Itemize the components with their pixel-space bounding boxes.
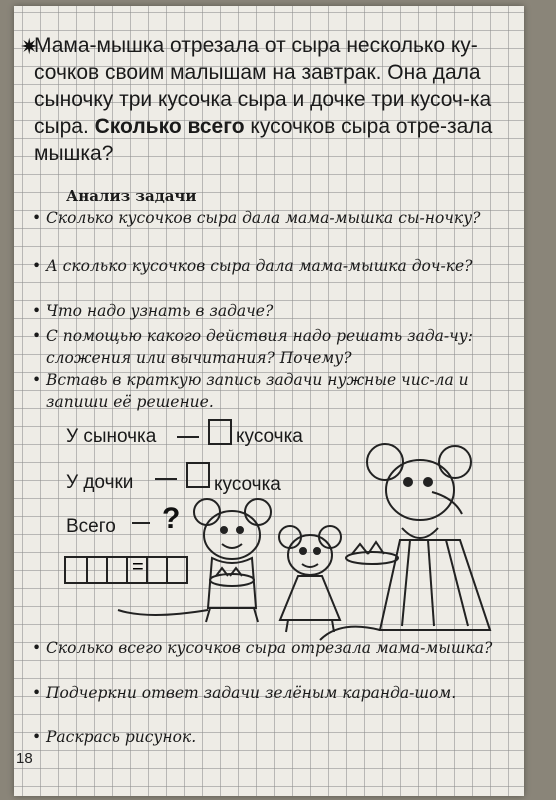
mice-illustration <box>110 430 530 645</box>
question-4-text: С помощью какого действия надо решать зада-чу: сложения или вычитания? Почему? <box>46 327 474 367</box>
daughter-mouse-icon <box>279 526 341 632</box>
question-4 <box>32 325 516 369</box>
total-question-mark: ? <box>162 502 181 535</box>
task-text <box>34 32 522 167</box>
son-label: У сыночка <box>66 426 157 447</box>
total-label: Всего <box>66 516 116 537</box>
bottom-question-2 <box>32 682 516 704</box>
son-mouse-icon <box>118 499 271 622</box>
question-2-text: А сколько кусочков сыра дала мама-мышка доч-ке? <box>46 257 473 275</box>
daughter-unit: кусочка <box>214 474 281 495</box>
bullet-icon: • <box>32 257 42 275</box>
question-5-text: Вставь в краткую запись задачи нужные чис-ла и запиши её решение. <box>46 371 469 411</box>
box-divider <box>106 558 108 582</box>
box-divider <box>86 558 88 582</box>
question-3-text: Что надо узнать в задаче? <box>46 302 274 320</box>
son-unit: кусочка <box>236 426 303 447</box>
bullet-icon: • <box>32 209 42 227</box>
analysis-title: Анализ задачи <box>66 187 197 205</box>
question-1-text: Сколько кусочков сыра дала мама-мышка сы-ночку? <box>46 209 481 227</box>
question-5 <box>32 369 516 413</box>
question-1 <box>32 207 516 229</box>
bottom-question-3-text: Раскрась рисунок. <box>46 728 197 746</box>
bottom-question-1 <box>32 637 516 659</box>
equals-sign: = <box>132 556 144 578</box>
daughter-label: У дочки <box>66 472 134 493</box>
question-2 <box>32 255 516 277</box>
task-text-part2: кусочков сыра отре-зала мышка? <box>34 115 493 165</box>
mother-mouse-icon <box>320 444 490 640</box>
bullet-icon: • <box>32 327 42 345</box>
task-text-part1: Мама-мышка отрезала от сыра несколько ку-сочков своим малышам на завтрак. Она дала сыночку три кусочка сыра и дочке три кусоч-ка сыра. <box>34 34 492 138</box>
bullet-icon: • <box>32 684 42 702</box>
bottom-question-2-text: Подчеркни ответ задачи зелёным каранда-шом. <box>46 684 457 702</box>
bullet-icon: • <box>32 302 42 320</box>
bullet-icon: • <box>32 728 42 746</box>
bullet-icon: • <box>32 639 42 657</box>
bottom-question-3 <box>32 726 516 748</box>
task-text-bold: Сколько всего <box>94 115 245 138</box>
task-star-icon: ✷ <box>20 34 39 59</box>
bottom-question-1-text: Сколько всего кусочков сыра отрезала мама-мышка? <box>46 639 493 657</box>
bullet-icon: • <box>32 371 42 389</box>
question-3 <box>32 300 516 322</box>
page-number: 18 <box>16 750 33 767</box>
